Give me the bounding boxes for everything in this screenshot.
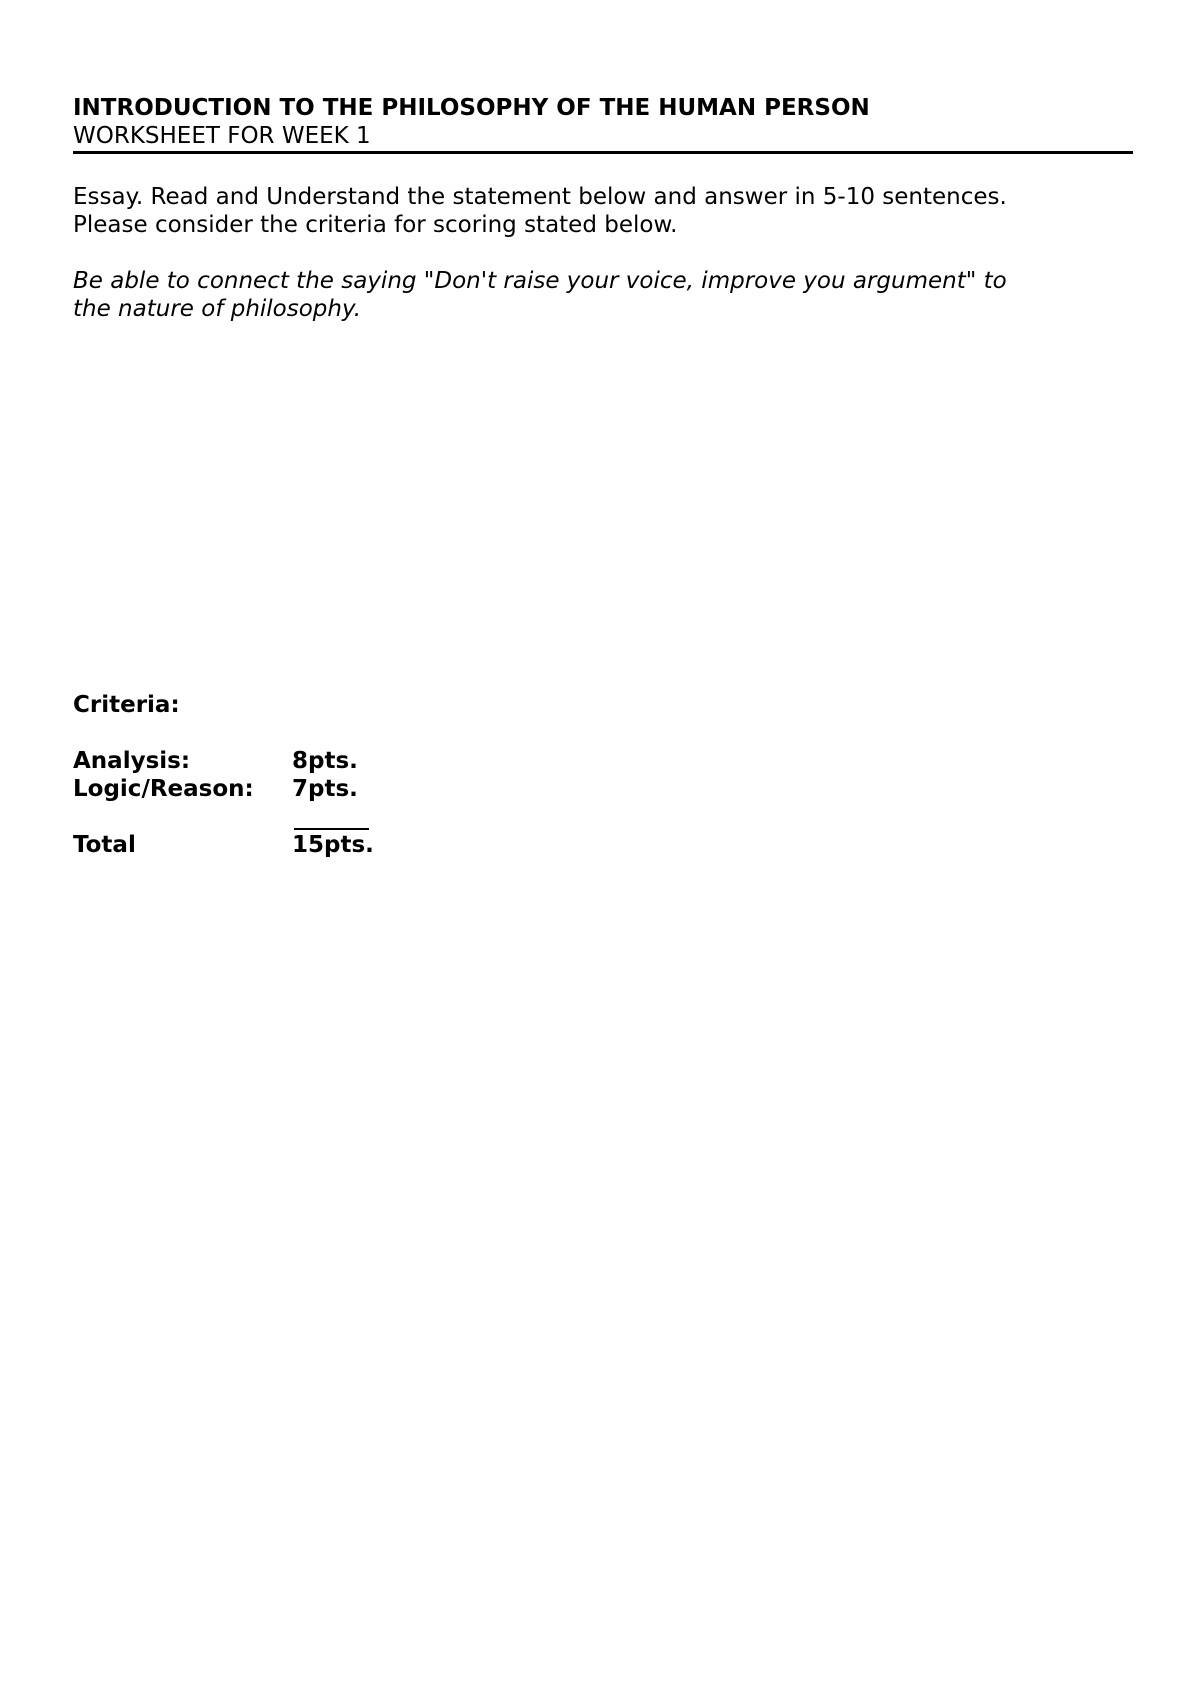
criteria-heading: Criteria:: [73, 692, 180, 718]
header-divider: [73, 151, 1133, 154]
document-title: INTRODUCTION TO THE PHILOSOPHY OF THE HUMAN PERSON: [73, 95, 870, 121]
essay-prompt: [73, 267, 1153, 323]
instructions-line: Please consider the criteria for scoring stated below.: [73, 212, 678, 238]
essay-instructions: [73, 183, 1153, 239]
criteria-points: 7pts.: [292, 776, 358, 802]
prompt-line: Be able to connect the saying "Don't raise your voice, improve you argument" to: [73, 268, 1007, 294]
prompt-line: the nature of philosophy.: [73, 296, 362, 322]
criteria-row-total: [73, 831, 374, 859]
total-underline: [294, 828, 369, 830]
criteria-label: Analysis:: [73, 748, 191, 774]
criteria-row-logic: [73, 775, 358, 803]
criteria-points: 8pts.: [292, 748, 358, 774]
criteria-label: Logic/Reason:: [73, 776, 254, 802]
total-points: 15pts.: [292, 832, 374, 858]
criteria-row-analysis: [73, 747, 358, 775]
total-label: Total: [73, 832, 136, 858]
instructions-line: Essay. Read and Understand the statement below and answer in 5-10 sentences.: [73, 184, 1007, 210]
document-subtitle: WORKSHEET FOR WEEK 1: [73, 123, 371, 149]
document-header: [73, 94, 1133, 150]
